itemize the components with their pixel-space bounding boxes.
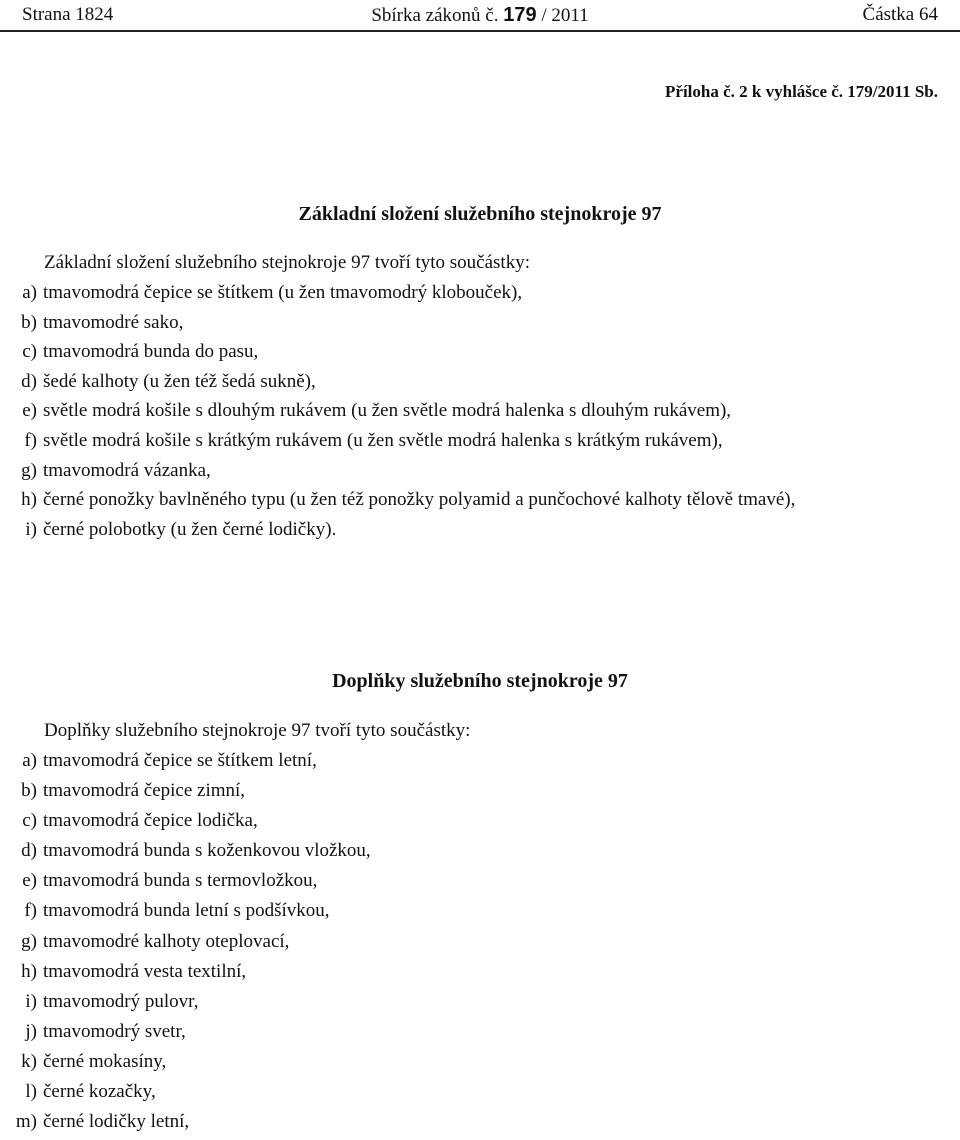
list-item-letter: g) xyxy=(21,930,37,952)
collection-number: 179 xyxy=(503,4,537,26)
list-item-text: tmavomodré sako, xyxy=(43,311,184,333)
list-item-text: černé polobotky (u žen černé lodičky). xyxy=(43,518,337,540)
list-item-letter: k) xyxy=(21,1050,37,1072)
list-item xyxy=(0,1020,960,1050)
list-item-letter: m) xyxy=(15,1111,37,1133)
list-item-letter: b) xyxy=(21,780,37,802)
list-item xyxy=(0,488,960,518)
list-item-letter: e) xyxy=(22,870,37,892)
list-item-letter: b) xyxy=(21,311,37,333)
list-item-text: tmavomodrá vesta textilní, xyxy=(43,960,247,982)
list-item-text: černé kozačky, xyxy=(43,1081,156,1103)
page-number: Strana 1824 xyxy=(22,4,114,25)
section-title-basic: Základní složení služebního stejnokroje 97 xyxy=(298,203,662,225)
list-item xyxy=(0,459,960,489)
list-item xyxy=(0,839,960,869)
list-item-letter: d) xyxy=(21,840,37,862)
list-item xyxy=(0,779,960,809)
list-item-letter: j) xyxy=(25,1020,37,1042)
list-item xyxy=(0,370,960,400)
section-title-accessories: Doplňky služebního stejnokroje 97 xyxy=(332,670,628,692)
list-item xyxy=(0,960,960,990)
list-item xyxy=(0,311,960,341)
list-item-text: tmavomodrá čepice zimní, xyxy=(43,780,246,802)
collection-label: Sbírka zákonů č. xyxy=(371,5,499,26)
list-item-text: černé lodičky letní, xyxy=(43,1111,190,1133)
list-item-text: tmavomodrá čepice se štítkem letní, xyxy=(43,750,317,771)
list-item xyxy=(0,809,960,839)
list-item-text: tmavomodrá bunda letní s podšívkou, xyxy=(43,900,330,922)
list-item xyxy=(0,1110,960,1140)
list-item-letter: c) xyxy=(22,810,37,832)
list-item-text: tmavomodrá bunda s koženkovou vložkou, xyxy=(43,840,371,862)
list-item xyxy=(0,1080,960,1110)
list-item xyxy=(0,990,960,1020)
list-item-letter: i) xyxy=(25,990,37,1012)
list-item-text: světle modrá košile s dlouhým rukávem (u žen světle modrá halenka s dlouhým rukávem), xyxy=(43,400,732,422)
list-item-letter: f) xyxy=(24,429,37,451)
list-item-letter: l) xyxy=(25,1081,37,1103)
list-item-text: světle modrá košile s krátkým rukávem (u žen světle modrá halenka s krátkým rukávem), xyxy=(43,429,723,451)
list-item xyxy=(0,930,960,960)
list-item-text: černé ponožky bavlněného typu (u žen též ponožky polyamid a punčochové kalhoty tělově tmavé), xyxy=(43,489,796,511)
list-item xyxy=(0,518,960,548)
list-item-letter: g) xyxy=(21,459,37,481)
list-item-text: tmavomodrá bunda s termovložkou, xyxy=(43,870,318,892)
item-list-basic xyxy=(0,281,960,547)
list-item-text: tmavomodrý svetr, xyxy=(43,1020,186,1042)
list-item-letter: d) xyxy=(21,370,37,392)
list-item-text: tmavomodré kalhoty oteplovací, xyxy=(43,930,290,952)
list-item-text: tmavomodrý pulovr, xyxy=(43,990,199,1012)
list-item xyxy=(0,340,960,370)
item-list-accessories xyxy=(0,749,960,1140)
list-item-letter: h) xyxy=(21,489,37,511)
collection-year: / 2011 xyxy=(541,5,589,26)
list-item-text: tmavomodrá bunda do pasu, xyxy=(43,341,259,363)
list-item xyxy=(0,281,960,311)
list-item-letter: h) xyxy=(21,960,37,982)
list-item-text: tmavomodrá čepice lodička, xyxy=(43,810,258,832)
list-item xyxy=(0,429,960,459)
list-item-letter: e) xyxy=(22,400,37,422)
list-item-letter: a) xyxy=(22,282,37,303)
list-item-text: černé mokasíny, xyxy=(43,1050,167,1072)
list-item-letter: i) xyxy=(25,518,37,540)
list-item-text: tmavomodrá vázanka, xyxy=(43,459,211,481)
part-number: Částka 64 xyxy=(862,4,938,25)
list-item-text: šedé kalhoty (u žen též šedá sukně), xyxy=(43,370,316,392)
list-item-letter: c) xyxy=(22,341,37,363)
annex-label: Příloha č. 2 k vyhlášce č. 179/2011 Sb. xyxy=(665,82,938,101)
list-item xyxy=(0,1050,960,1080)
list-item xyxy=(0,399,960,429)
page-header xyxy=(0,0,960,32)
list-item xyxy=(0,899,960,929)
section-intro-accessories: Doplňky služebního stejnokroje 97 tvoří tyto součástky: xyxy=(44,720,471,741)
list-item-text: tmavomodrá čepice se štítkem (u žen tmavomodrý klobouček), xyxy=(43,282,523,303)
section-intro-basic: Základní složení služebního stejnokroje 97 tvoří tyto součástky: xyxy=(44,252,530,273)
list-item-letter: a) xyxy=(22,750,37,771)
collection-title xyxy=(0,3,960,28)
list-item xyxy=(0,749,960,779)
list-item xyxy=(0,869,960,899)
list-item-letter: f) xyxy=(24,900,37,922)
